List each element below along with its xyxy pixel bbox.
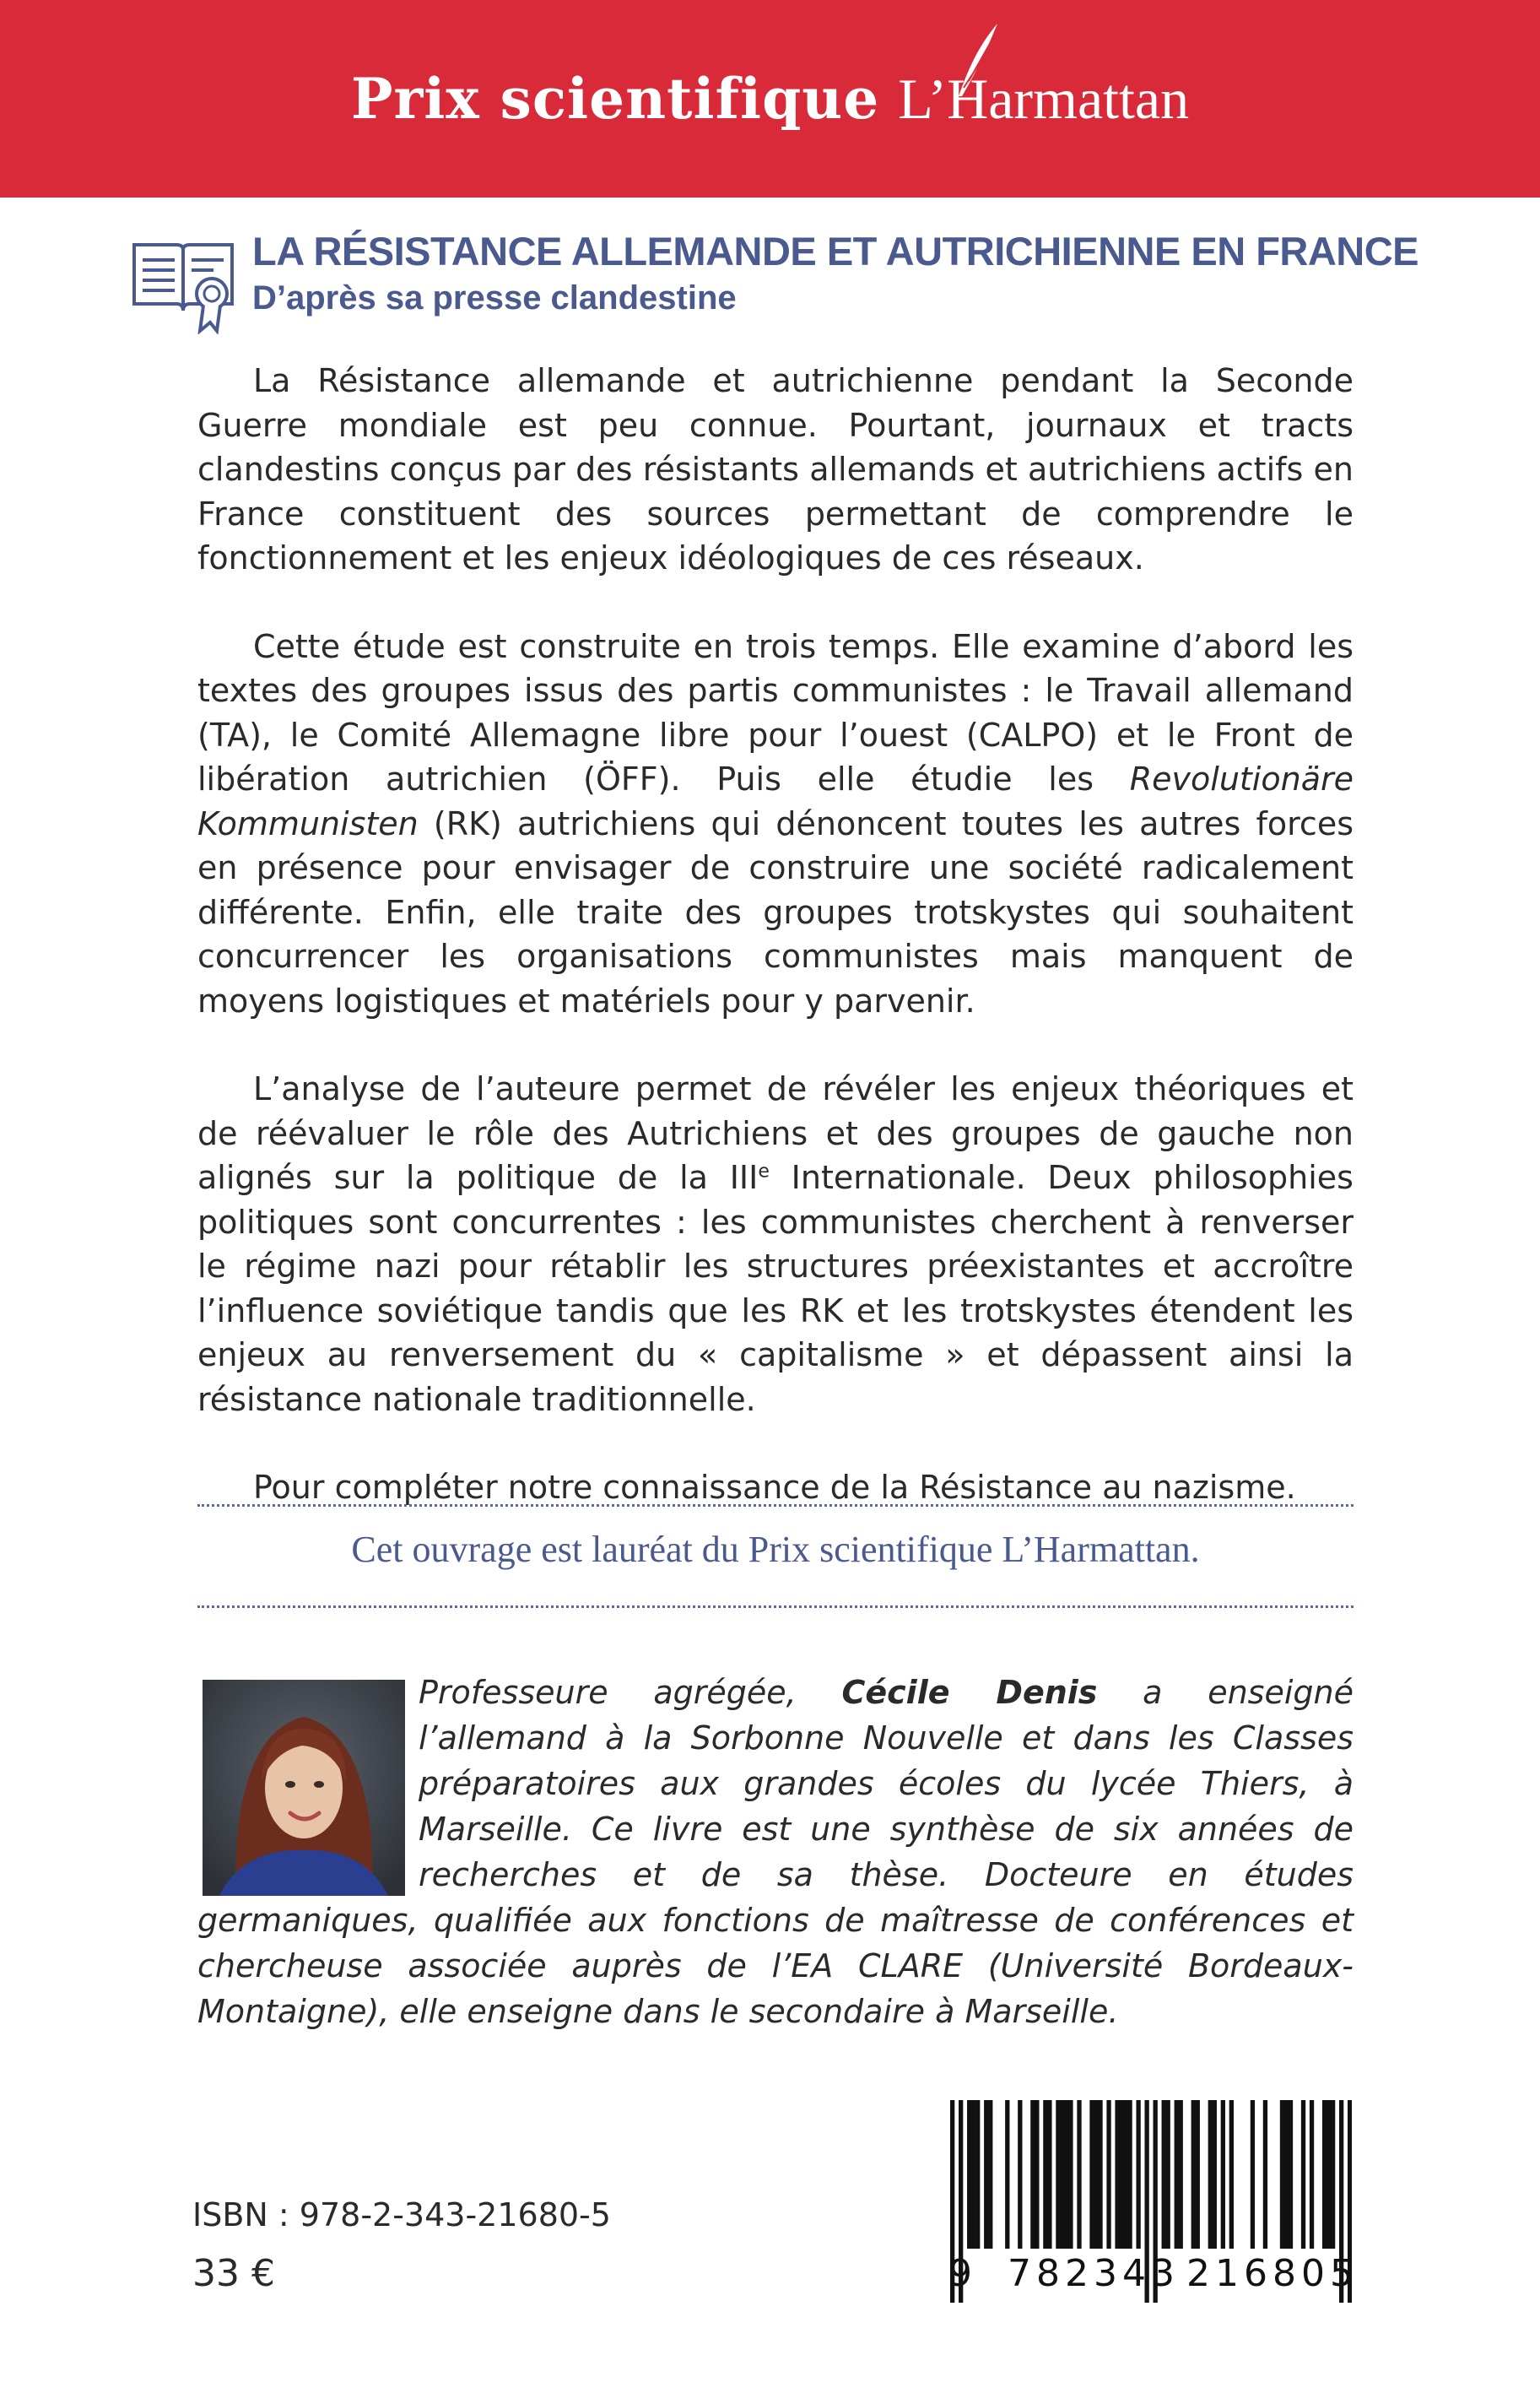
- book-subtitle: D’après sa presse clandestine: [252, 279, 737, 317]
- barcode-bar: [1030, 2100, 1035, 2249]
- summary-p3-start: L’analyse de l’auteure permet de révéler les enjeux théoriques et de réévaluer le rôle des Autrichiens et des groupes de gauche non alignés sur la politique de la III: [197, 1070, 1354, 1196]
- barcode-bar: [1284, 2100, 1289, 2249]
- barcode-bar: [1127, 2100, 1132, 2249]
- barcode-bar: [1077, 2100, 1081, 2249]
- prize-label: Prix scientifique: [350, 66, 880, 132]
- prize-banner: [0, 0, 1540, 198]
- barcode-bar: [1191, 2100, 1196, 2249]
- title-text: [252, 228, 1418, 317]
- barcode-left-group: 782343: [1008, 2252, 1180, 2295]
- summary-p3-sup: e: [758, 1161, 770, 1183]
- barcode-bar: [1136, 2100, 1140, 2249]
- photo-spacer: [197, 1670, 419, 1898]
- barcode-bar: [1068, 2100, 1073, 2249]
- barcode-bar: [1115, 2100, 1119, 2249]
- summary-p2-end: (RK) autrichiens qui dénoncent toutes les autres forces en présence pour envisager de construire une société radicalement différente. Enfin, elle traite des groupes trotskystes qui souhaitent concurrencer les organisations communistes mais manquent de moyens logistiques et matériels pour y parvenir.: [197, 804, 1354, 1020]
- barcode-bar: [1229, 2100, 1234, 2249]
- barcode-bar: [1196, 2100, 1200, 2249]
- barcode-bar: [1322, 2100, 1327, 2249]
- barcode-bar: [1162, 2100, 1166, 2249]
- barcode-bar: [1056, 2100, 1060, 2249]
- publisher-logo: [898, 66, 1189, 133]
- barcode-bar: [1166, 2100, 1170, 2249]
- divider-bottom: [197, 1605, 1354, 1608]
- barcode-bar: [1221, 2100, 1225, 2249]
- barcode-bar: [967, 2100, 971, 2249]
- book-title: LA RÉSISTANCE ALLEMANDE ET AUTRICHIENNE EN FRANCE: [252, 229, 1419, 273]
- summary-paragraph-2: [197, 625, 1354, 1024]
- barcode-bar: [1280, 2100, 1284, 2249]
- barcode-bar: [1060, 2100, 1064, 2249]
- barcode-bar: [1094, 2100, 1098, 2249]
- author-name: Cécile Denis: [841, 1674, 1098, 1711]
- price: 33 €: [192, 2252, 275, 2295]
- barcode-bar: [1064, 2100, 1068, 2249]
- barcode-digits: [948, 2252, 1359, 2303]
- barcode-lead-digit: 9: [948, 2252, 972, 2295]
- barcode-bar: [1310, 2100, 1314, 2249]
- barcode-bar: [1327, 2100, 1331, 2249]
- barcode-bar: [1043, 2100, 1047, 2249]
- summary-paragraph-3: [197, 1067, 1354, 1421]
- barcode-bar: [1213, 2100, 1217, 2249]
- feather-icon: [952, 22, 1002, 98]
- barcode-bar: [1123, 2100, 1127, 2249]
- barcode-bar: [1175, 2100, 1179, 2249]
- barcode-bar: [1098, 2100, 1102, 2249]
- author-bio: [197, 1670, 1354, 2034]
- book-ribbon-icon: [129, 233, 239, 334]
- summary-p3-end: Internationale. Deux philosophies politiques sont concurrentes : les communistes cherchent à renverser le régime nazi pour rétablir les structures préexistantes et accroître l’influence soviétique tandis que les RK et les trotskystes étendent les enjeux au renversement du « capitalisme » et dépassent ainsi la résistance nationale traditionnelle.: [197, 1159, 1354, 1418]
- publisher-name: L’Harmattan: [898, 66, 1190, 131]
- summary-paragraph-4: Pour compléter notre connaissance de la Résistance au nazisme.: [253, 1469, 1296, 1506]
- barcode-bar: [988, 2100, 992, 2249]
- barcode-bar: [1018, 2100, 1022, 2249]
- barcode-bar: [1331, 2100, 1335, 2249]
- book-heading: [129, 228, 1479, 338]
- barcode-right-group: 216805: [1186, 2252, 1359, 2295]
- barcode-bar: [1179, 2100, 1183, 2249]
- barcode-bar: [1106, 2100, 1110, 2249]
- summary-p2-start: Cette étude est construite en trois temps. Elle examine d’abord les textes des groupes issus des partis communistes : le Travail allemand (TA), le Comité Allemagne libre pour l’ouest (CALPO) et le Front de libération autrichien (ÖFF). Puis elle étudie les: [197, 627, 1354, 798]
- barcode-bar: [1208, 2100, 1213, 2249]
- barcode-bar: [975, 2100, 980, 2249]
- bio-text: a enseigné l’allemand à la Sorbonne Nouvelle et dans les Classes préparatoires aux grandes écoles du lycée Thiers, à Marseille. Ce livre est une synthèse de six années de recherches et de sa thèse. Docteure en études germaniques, qualifiée aux fonctions de maîtresse de conférences et chercheuse associée auprès de l’EA CLARE (Université Bordeaux-Montaigne), elle enseigne dans le secondaire à Marseille.: [197, 1674, 1354, 2030]
- barcode-bar: [1005, 2100, 1009, 2249]
- barcode-bar: [1301, 2100, 1305, 2249]
- laureat-statement: Cet ouvrage est lauréat du Prix scientifique L’Harmattan.: [351, 1529, 1200, 1570]
- barcode-bar: [1251, 2100, 1255, 2249]
- bio-intro: Professeure agrégée,: [419, 1674, 842, 1711]
- barcode-bar: [1089, 2100, 1094, 2249]
- barcode-bar: [971, 2100, 975, 2249]
- barcode-bar: [1119, 2100, 1123, 2249]
- barcode-bar: [984, 2100, 988, 2249]
- summary-paragraph-1: La Résistance allemande et autrichienne pendant la Seconde Guerre mondiale est peu connue. Pourtant, journaux et tracts clandestins conçus par des résistants allemands et autrichiens actifs en France constituent des sources permettant de comprendre le fonctionnement et les enjeux idéologiques de ces réseaux.: [197, 362, 1354, 577]
- barcode-bar: [1289, 2100, 1293, 2249]
- isbn: ISBN : 978-2-343-21680-5: [192, 2196, 611, 2233]
- barcode-bar: [1035, 2100, 1039, 2249]
- divider-top: [197, 1504, 1354, 1507]
- barcode-bar: [1263, 2100, 1267, 2249]
- summary-p2-italic: Revolutionäre Kommunisten: [197, 761, 1354, 842]
- summary-text: [197, 359, 1354, 1510]
- barcode-bar: [1047, 2100, 1051, 2249]
